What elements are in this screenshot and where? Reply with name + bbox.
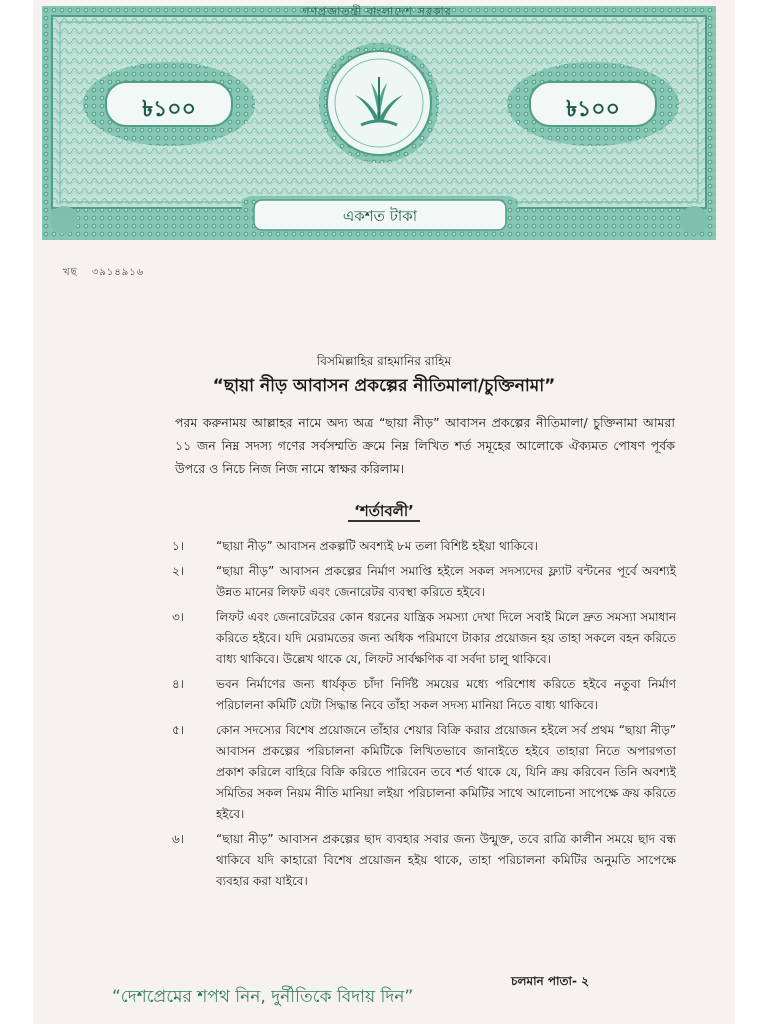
terms-heading xyxy=(0,500,768,525)
clause-number: ২। xyxy=(172,564,185,578)
intro-paragraph: পরম করুনাময় আল্লাহর নামে অদ্য অত্র “ছায়া নীড়” আবাসন প্রকল্পের নীতিমালা/ চুক্তিনামা আমরা ১১ জন নিম্ন সদস্য গণের সর্বসম্মতি ক্রমে নিম্ন লিখিত শর্ত সমূহের আলোকে ঐক্যমত পোষণ পূর্বক উপরে ও নিচে নিজ নিজ নামে স্বাক্ষর করিলাম। xyxy=(175,415,675,476)
clause-item xyxy=(172,720,676,825)
clause-text: “ছায়া নীড়” আবাসন প্রকল্পের ছাদ ব্যবহার সবার জন্য উন্মুক্ত, তবে রাত্রি কালীন সময়ে ছাদ বন্ধ থাকিবে যদি কাহারো বিশেষ প্রয়োজন হইয় থাকে, তাহা পরিচালনা কমিটির অনুমতি সাপেক্ষে ব্যবহার করা যাইবে। xyxy=(216,832,676,888)
clause-number: ৬। xyxy=(172,832,185,846)
clause-number: ৩। xyxy=(172,610,185,624)
stamp-banner xyxy=(42,6,716,240)
serial-number xyxy=(63,265,144,282)
clause-text: ভবন নির্মাণের জন্য ধার্যকৃত চাঁদা নির্দিষ্ট সময়ের মধ্যে পরিশোধ করিতে হইবে নতুবা নির্মাণ পরিচালনা কমিটি যেটা সিদ্ধান্ত নিবে তাঁহা সকল সদস্য মানিয়া নিতে বাধ্য থাকিবে। xyxy=(216,677,676,712)
clause-number: ১। xyxy=(172,539,185,553)
document-title: “ছায়া নীড় আবাসন প্রকল্পের নীতিমালা/চুক্তিনামা” xyxy=(212,376,556,396)
clause-item xyxy=(172,607,676,670)
terms-heading-text: ‘শর্তাবলী’ xyxy=(348,502,420,522)
anti-corruption-slogan: “দেশপ্রেমের শপথ নিন, দুর্নীতিকে বিদায় দিন” xyxy=(112,987,414,1007)
serial-value: ৩৯১৪৯১৬ xyxy=(91,267,145,278)
national-emblem-icon xyxy=(345,69,413,137)
continued-page-note: চলমান পাতা- ২ xyxy=(511,974,589,988)
stamp-issuer-text: গণপ্রজাতন্ত্রী বাংলাদেশ সরকার xyxy=(302,5,452,18)
stamp-value-right: ৳১০০ xyxy=(566,97,620,122)
serial-label: খছ xyxy=(63,267,78,278)
stamp-value-left: ৳১০০ xyxy=(142,97,196,122)
clause-number: ৫। xyxy=(172,723,185,737)
clause-number: ৪। xyxy=(172,677,185,691)
clause-item xyxy=(172,674,676,716)
clause-text: কোন সদস্যের বিশেষ প্রয়োজনে তাঁহার শেয়ার বিক্রি করার প্রয়োজন হইলে সর্ব প্রথম “ছায়া নীড়” আবাসন প্রকল্পের পরিচালনা কমিটিকে লিখিতভাবে জানাইতে হইবে তাহারা নিতে অপারগতা প্রকাশ করিলে বাহিরে বিক্রি করিতে পারিবেন তবে শর্ত থাকে যে, যিনি ক্রয় করিবেন তিনি অবশ্যই সমিতির সকল নিয়ম নীতি মানিয়া লইয়া পরিচালনা কমিটির সাথে আলোচনা সাপেক্ষে ক্রয় করিতে হইবে। xyxy=(216,723,676,821)
clause-item xyxy=(172,829,676,892)
clause-item xyxy=(172,536,676,557)
bismillah-line: বিসমিল্লাহির রাহমানির রাহিম xyxy=(316,354,452,368)
clause-text: “ছায়া নীড়” আবাসন প্রকল্পের নির্মাণ সমাপ্তি হইলে সকল সদস্যদের ফ্ল্যাট বন্টনের পূর্বে অবশ্যই উন্নত মানের লিফট এবং জেনারেটর ব্যবস্থা করিতে হইবে। xyxy=(216,564,676,599)
clause-text: লিফট এবং জেনারেটরের কোন ধরনের যান্ত্রিক সমস্যা দেখা দিলে সবাই মিলে দ্রুত সমস্যা সমাধান করিতে হইবে। যদি মেরামতের জন্য অধিক পরিমাণে টাকার প্রয়োজন হয় তাহা সকলে বহন করিতে বাধ্য থাকিবে। উল্লেখ থাকে যে, লিফট সার্বক্ষণিক বা সর্বদা চালু থাকিবে। xyxy=(216,610,676,666)
clause-item xyxy=(172,561,676,603)
clause-text: “ছায়া নীড়” আবাসন প্রকল্পটি অবশ্যই ৮ম তলা বিশিষ্ট হইয়া থাকিবে। xyxy=(216,539,538,553)
clause-list xyxy=(172,536,676,896)
stamp-value-words: একশত টাকা xyxy=(342,207,418,225)
